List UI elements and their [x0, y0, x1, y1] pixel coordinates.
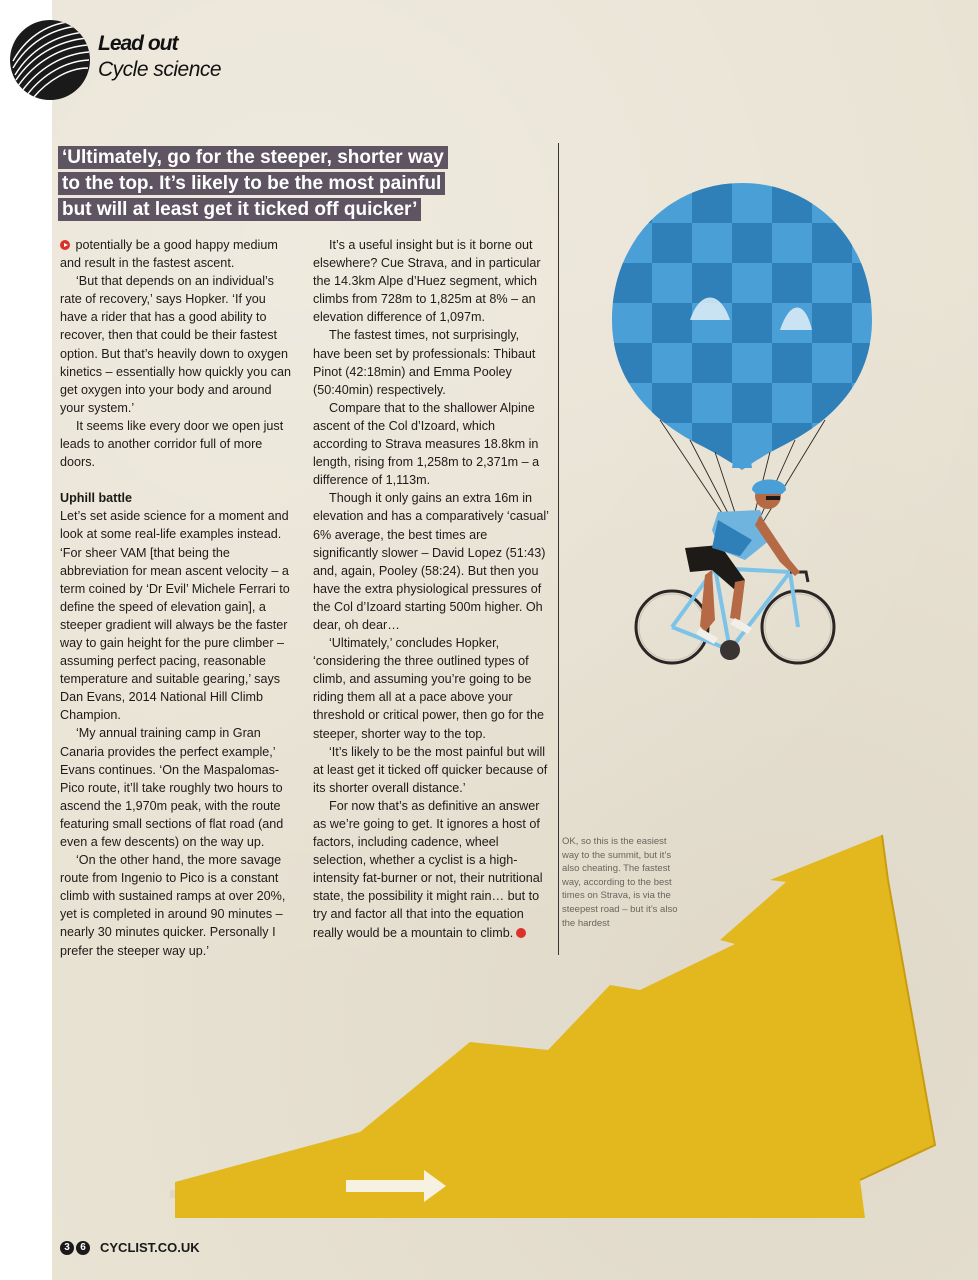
paragraph: It’s a useful insight but is it borne out elsewhere? Cue Strava, and in particular the 14.3km Alpe d’Huez segment, which climbs from 728m to 1,825m at 8% – an elevation difference of 1,097m.: [313, 238, 541, 325]
body-column-1: [60, 236, 296, 960]
column-rule: [558, 143, 559, 955]
illustration-caption: OK, so this is the easiest way to the summit, but it’s also cheating. The fastest way, according to the best times on Strava, is via the steepest road – but it’s also the hardest: [562, 836, 678, 929]
pull-quote: [58, 145, 518, 223]
page-number-digit: 3: [60, 1241, 74, 1255]
paragraph: [313, 797, 549, 942]
paragraph: ‘My annual training camp in Gran Canaria provides the perfect example,’ Evans continues. ‘On the Maspalomas-Pico route, it’ll take roughly two hours to ascend the 1,970m peak, with the route featuring small sections of flat road (and even a few descents) on the way up.: [60, 726, 284, 849]
folio: [60, 1240, 200, 1255]
subheading: Uphill battle: [60, 491, 133, 506]
section-title: Lead out: [98, 32, 178, 55]
pull-quote-line-1: ‘Ultimately, go for the steeper, shorter way: [58, 146, 448, 169]
paragraph-text: potentially be a good happy medium and result in the fastest ascent.: [60, 238, 278, 271]
page-gutter: [0, 0, 52, 1280]
site-url: CYCLIST.CO.UK: [100, 1240, 200, 1255]
section-logo-icon: [10, 20, 90, 100]
paragraph: ‘Ultimately,’ concludes Hopker, ‘considering the three outlined types of climb, and assuming you’re going to be riding them all at a pace above your threshold or critical power, then go for the steeper, shorter way to the top.: [313, 636, 545, 741]
cyclist: [636, 480, 834, 664]
page-number-digit: 6: [76, 1241, 90, 1255]
end-mark-icon: [516, 928, 526, 938]
paragraph: Though it only gains an extra 16m in elevation and has a comparatively ‘casual’ 6% average, the best times are significantly slower – David Lopez (51:43) and, again, Pooley (58:24). But then you have the extra physiological pressures of the Col d’Izoard starting 500m higher. Oh dear, oh dear…: [313, 491, 549, 632]
paragraph: Let’s set aside science for a moment and look at some real-life examples instead. ‘For sheer VAM [that being the abbreviation for mean ascent velocity – a term coined by ‘Dr Evil’ Michele Ferrari to define the speed of elevation gain], a steeper gradient will always be the faster way to gain height for the pure climber – assuming perfect pacing, reasonable temperature and suitable gearing,’ says Dan Evans, 2014 National Hill Climb Champion.: [60, 509, 290, 723]
paragraph: ‘It’s likely to be the most painful but will at least get it ticked off quicker because of its shorter overall distance.’: [313, 744, 548, 795]
paragraph-text: For now that’s as definitive an answer as we’re going to get. It ignores a host of factors, including cadence, wheel selection, whether a cyclist is a high-intensity fat-burner or not, their nutritional state, the possibility it might rain… but to try and factor all that into the equation really would be a mountain to climb.: [313, 798, 543, 940]
section-subtitle: Cycle science: [98, 58, 222, 81]
body-column-2: [313, 236, 549, 942]
balloon-envelope: [612, 183, 892, 470]
continue-arrow-icon: [60, 240, 70, 250]
pull-quote-line-3: but will at least get it ticked off quicker’: [58, 198, 421, 221]
paragraph: Compare that to the shallower Alpine ascent of the Col d’Izoard, which according to Strava measures 18.8km in length, rising from 1,258m to 2,371m – a difference of 1,113m.: [313, 400, 540, 488]
paragraph: ‘On the other hand, the more savage route from Ingenio to Pico is a constant climb with sustained ramps at over 20%, yet is completed in around 90 minutes – nearly 30 minutes quicker. Personally I prefer the steeper way up.’: [60, 853, 286, 958]
pull-quote-line-2: to the top. It’s likely to be the most painful: [58, 172, 445, 195]
paragraph: ‘But that depends on an individual’s rate of recovery,’ says Hopker. ‘If you have a rider that has a good ability to recover, then that could be their fastest option. But that’s heavily down to oxygen kinetics – essentially how quickly you can get oxygen into your body and around your system.’: [60, 274, 291, 415]
paragraph: [60, 236, 296, 272]
footer-tab: [0, 1218, 52, 1280]
paragraph: It seems like every door we open just leads to another corridor full of more doors.: [60, 418, 284, 470]
paragraph: The fastest times, not surprisingly, have been set by professionals: Thibaut Pinot (42:18min) and Emma Pooley (50:40min) respectively.: [313, 328, 536, 397]
